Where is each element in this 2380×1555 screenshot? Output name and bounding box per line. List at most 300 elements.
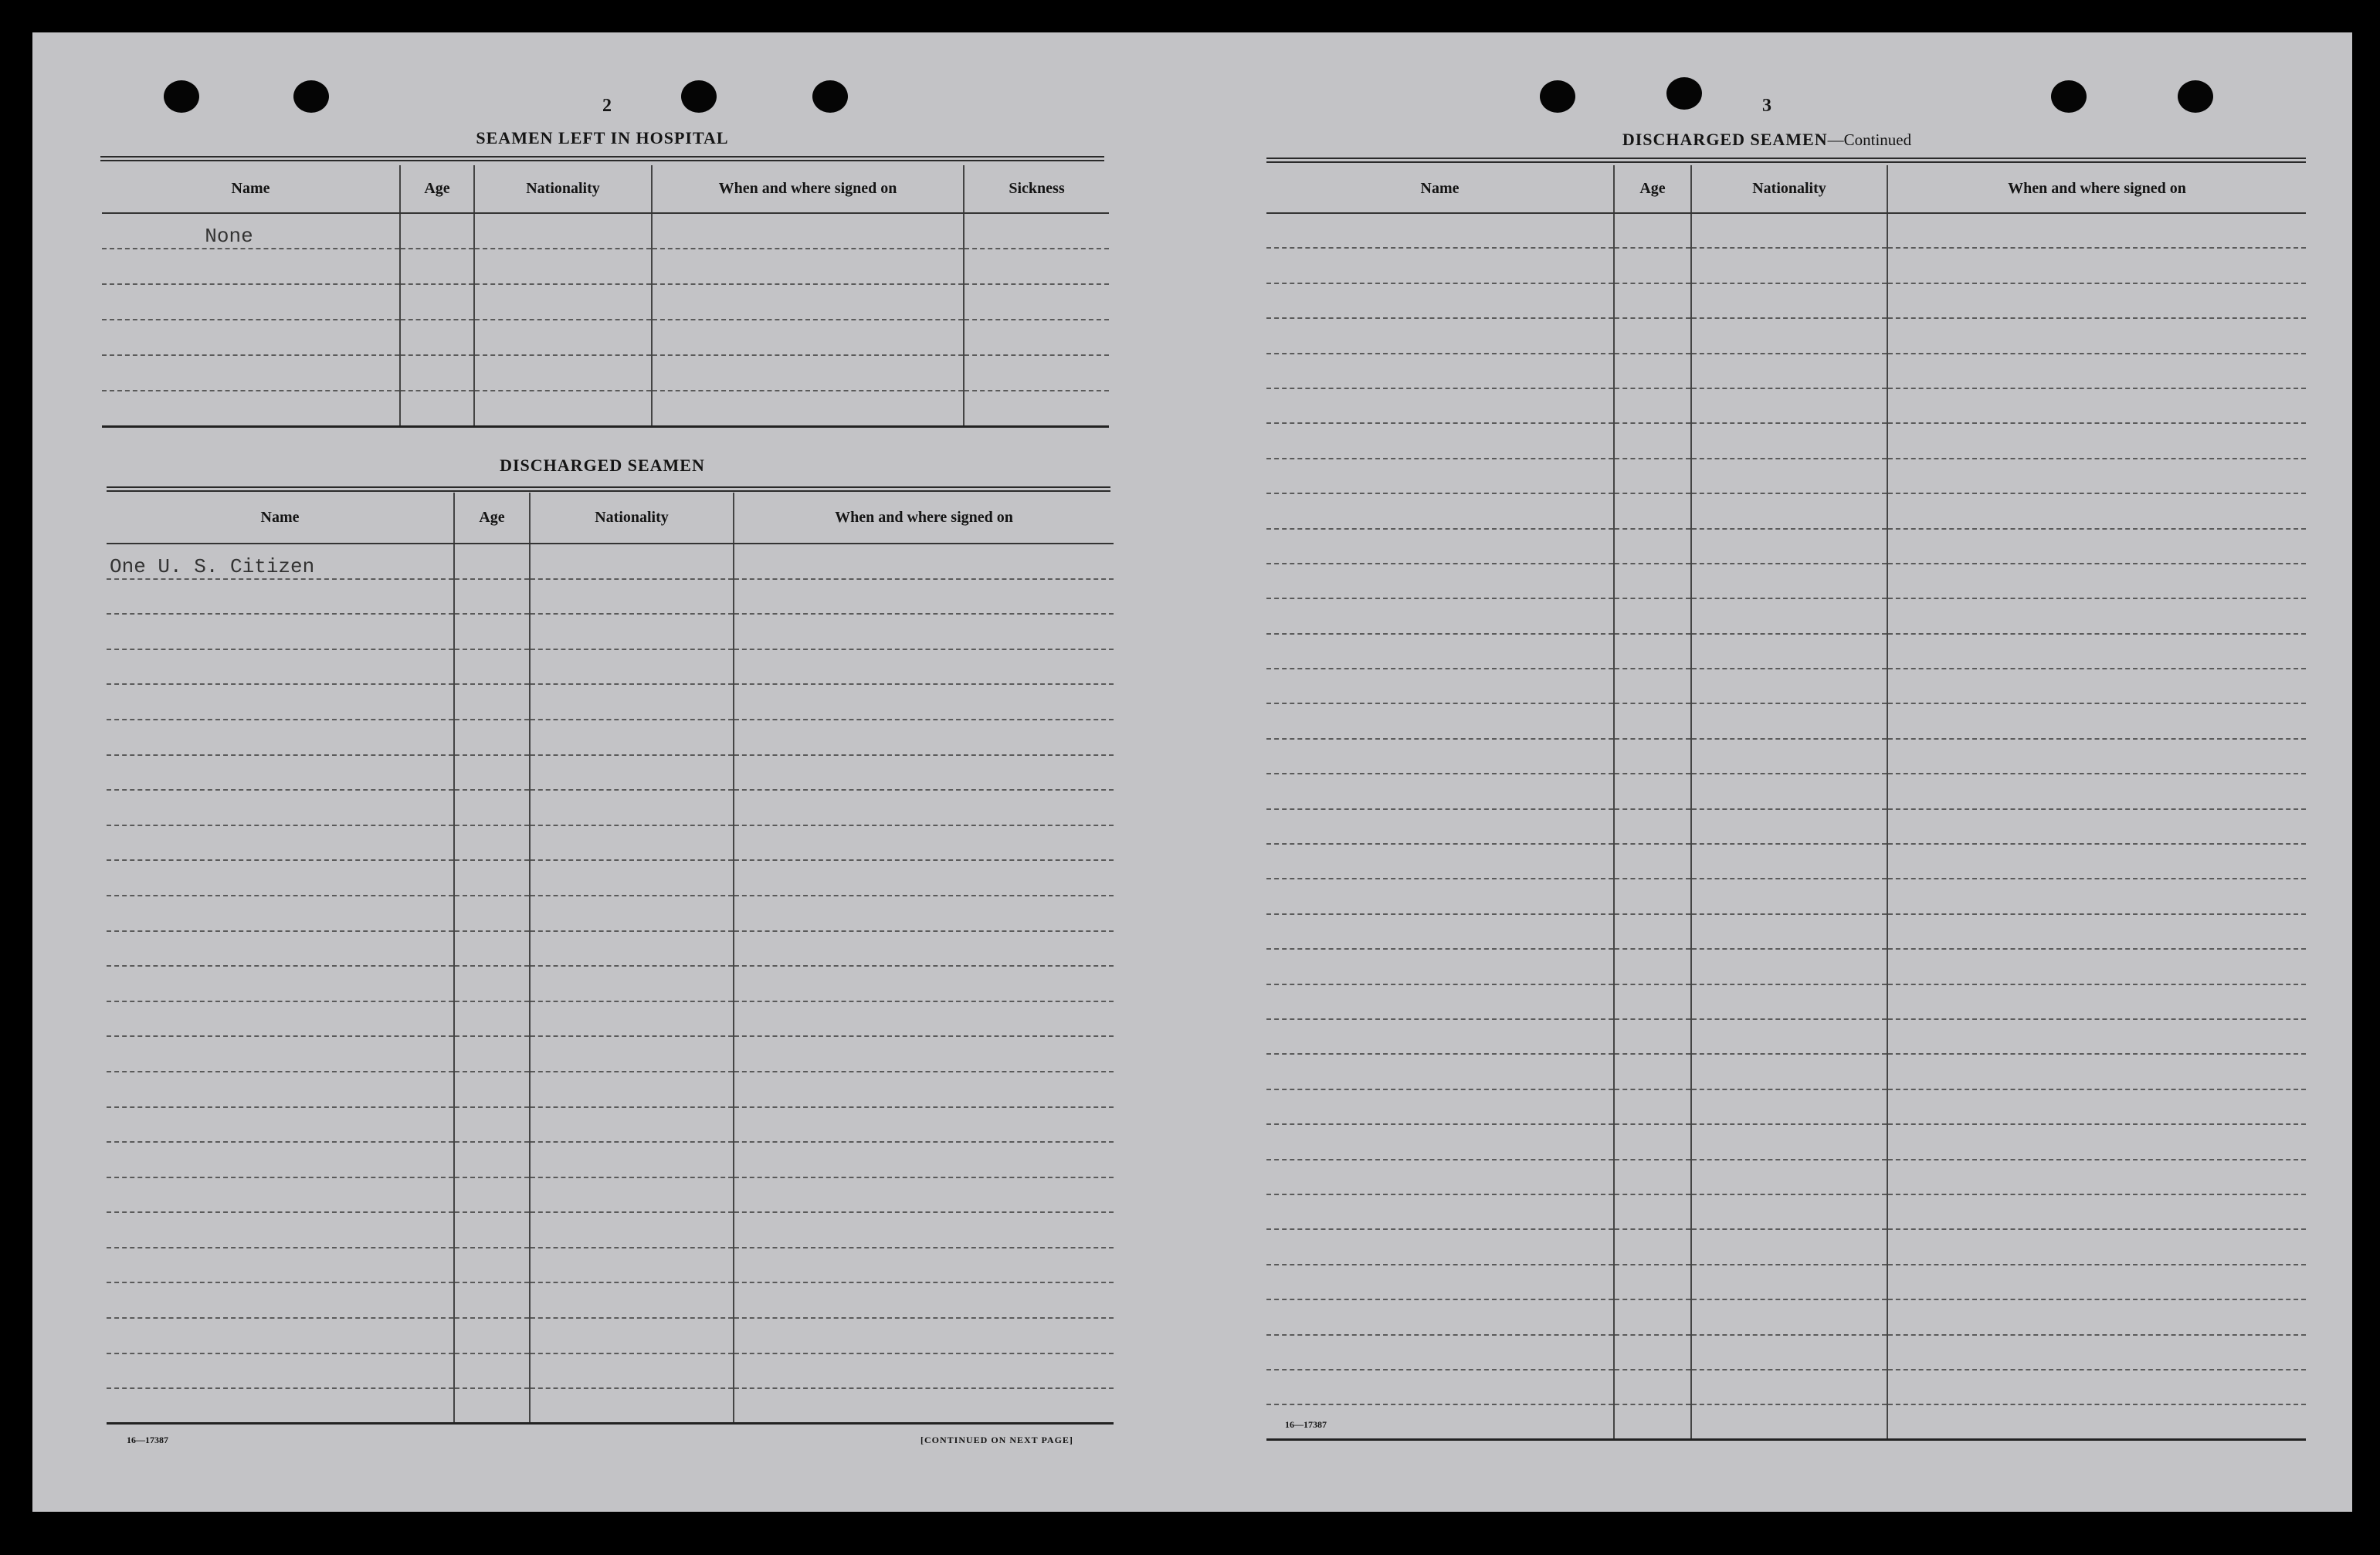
table-cell (1266, 1370, 1614, 1404)
table-row (1266, 283, 2306, 318)
table-cell (1691, 984, 1887, 1019)
table-cell (734, 860, 1114, 896)
table-cell (1614, 634, 1691, 669)
table-cell (734, 684, 1114, 720)
table-cell (474, 213, 652, 249)
table-cell (454, 1353, 530, 1389)
table-cell (454, 684, 530, 720)
table-cell (734, 966, 1114, 1001)
table-cell (1614, 1229, 1691, 1264)
table-row (1266, 809, 2306, 844)
table-cell (734, 1318, 1114, 1353)
table-cell (530, 1036, 734, 1072)
table-cell (1887, 388, 2306, 423)
table-cell (454, 1248, 530, 1283)
table-cell (107, 1353, 454, 1389)
table-cell (454, 1107, 530, 1143)
punch-hole (293, 80, 329, 113)
table-cell (1887, 1054, 2306, 1089)
table-cell (1614, 809, 1691, 844)
table-cell (1887, 493, 2306, 528)
table-row (1266, 493, 2306, 528)
table-cell (1887, 1124, 2306, 1159)
hospital-section-title: SEAMEN LEFT IN HOSPITAL (476, 128, 729, 147)
table-cell (1266, 879, 1614, 913)
table-cell (107, 1388, 454, 1424)
table-cell (1691, 1089, 1887, 1124)
table-cell (1614, 1054, 1691, 1089)
table-cell (1887, 1265, 2306, 1299)
table-cell (1691, 879, 1887, 913)
page-number-right: 3 (1762, 96, 1771, 116)
table-cell (734, 649, 1114, 685)
table-cell (1887, 283, 2306, 318)
table-cell (1614, 984, 1691, 1019)
table-cell (1266, 1229, 1614, 1264)
table-cell (734, 755, 1114, 791)
table-cell (530, 1001, 734, 1037)
table-row (107, 720, 1114, 755)
table-cell (1691, 493, 1887, 528)
table-cell (454, 649, 530, 685)
table-cell (454, 1001, 530, 1037)
punch-hole (1666, 77, 1702, 110)
table-cell (1691, 1299, 1887, 1334)
table-cell (454, 825, 530, 861)
table-cell (1887, 459, 2306, 493)
table-cell (530, 790, 734, 825)
form-number-left: 16—17387 (127, 1435, 168, 1445)
table-cell (474, 284, 652, 320)
table-cell (652, 284, 964, 320)
table-row (107, 1142, 1114, 1177)
table-cell (1691, 1370, 1887, 1404)
hospital-table (102, 165, 1109, 428)
table-cell (107, 860, 454, 896)
column-header: Age (454, 493, 530, 544)
table-row (107, 1001, 1114, 1037)
table-row (1266, 354, 2306, 388)
document-page (32, 32, 2352, 1512)
table-cell (1691, 213, 1887, 248)
table-cell (400, 249, 474, 284)
table-row (1266, 318, 2306, 353)
table-cell (530, 755, 734, 791)
table-cell (1691, 703, 1887, 738)
table-cell (1614, 459, 1691, 493)
right-title-rule (1266, 158, 2306, 163)
table-cell (107, 1212, 454, 1248)
table-cell (734, 896, 1114, 931)
table-cell (454, 1142, 530, 1177)
table-cell (734, 1036, 1114, 1072)
table-cell (734, 1212, 1114, 1248)
table-cell (454, 720, 530, 755)
continued-suffix: —Continued (1827, 130, 1912, 149)
table-cell (530, 1388, 734, 1424)
table-cell (734, 1001, 1114, 1037)
table-cell (454, 1036, 530, 1072)
table-row (107, 1036, 1114, 1072)
table-cell (107, 579, 454, 615)
table-cell (734, 579, 1114, 615)
table-cell (1266, 703, 1614, 738)
column-header: Name (1266, 165, 1614, 213)
table-cell (1887, 634, 2306, 669)
table-cell (1887, 984, 2306, 1019)
table-cell (107, 1318, 454, 1353)
punch-hole (681, 80, 717, 113)
table-cell (1266, 1019, 1614, 1054)
table-row (1266, 914, 2306, 949)
table-cell (964, 213, 1109, 249)
table-row (1266, 1019, 2306, 1054)
column-header: Name (107, 493, 454, 544)
table-row (107, 614, 1114, 649)
table-cell (964, 249, 1109, 284)
table-row (102, 320, 1109, 355)
table-cell (454, 1388, 530, 1424)
table-cell (734, 1282, 1114, 1318)
table-cell (107, 966, 454, 1001)
table-cell (1691, 318, 1887, 353)
table-cell (1691, 669, 1887, 703)
table-cell (1614, 1299, 1691, 1334)
table-row (1266, 1160, 2306, 1194)
table-cell (1614, 1370, 1691, 1404)
table-cell (530, 579, 734, 615)
table-cell (1266, 739, 1614, 774)
table-cell (1887, 1370, 2306, 1404)
table-cell (1614, 493, 1691, 528)
table-cell (1887, 1160, 2306, 1194)
table-row (1266, 459, 2306, 493)
table-cell (1691, 388, 1887, 423)
table-cell (1691, 1124, 1887, 1159)
table-row (107, 1282, 1114, 1318)
table-cell (400, 320, 474, 355)
table-row (1266, 844, 2306, 879)
table-cell (1887, 1019, 2306, 1054)
table-cell (454, 579, 530, 615)
table-cell (1887, 844, 2306, 879)
table-cell (1614, 1404, 1691, 1439)
table-cell (107, 720, 454, 755)
table-cell (454, 544, 530, 579)
table-cell (530, 1072, 734, 1107)
column-header: Nationality (530, 493, 734, 544)
table-row (1266, 213, 2306, 248)
table-cell (1614, 248, 1691, 283)
discharged-continued-table (1266, 165, 2306, 1441)
table-row (107, 966, 1114, 1001)
table-cell: One U. S. Citizen (107, 544, 454, 579)
table-cell (1691, 248, 1887, 283)
table-cell (1691, 1054, 1887, 1089)
discharged-section-title: DISCHARGED SEAMEN (500, 456, 705, 475)
table-cell (652, 249, 964, 284)
table-cell (530, 931, 734, 967)
table-cell (1266, 423, 1614, 458)
table-cell (1266, 1194, 1614, 1229)
table-cell (1887, 213, 2306, 248)
table-cell (1691, 1229, 1887, 1264)
table-cell (400, 284, 474, 320)
table-cell (1614, 1194, 1691, 1229)
table-row (107, 649, 1114, 685)
table-row (1266, 634, 2306, 669)
table-cell (1266, 354, 1614, 388)
table-cell (107, 614, 454, 649)
table-cell (964, 284, 1109, 320)
discharged-table (107, 493, 1114, 1425)
column-header: Nationality (1691, 165, 1887, 213)
table-cell (107, 896, 454, 931)
table-row (102, 355, 1109, 391)
table-cell (652, 355, 964, 391)
table-cell (530, 1107, 734, 1143)
column-header: Name (102, 165, 400, 213)
punch-hole (812, 80, 848, 113)
table-cell (107, 1001, 454, 1037)
table-cell (1266, 949, 1614, 984)
table-cell (102, 284, 400, 320)
table-cell (454, 1318, 530, 1353)
table-row (1266, 1194, 2306, 1229)
table-cell (102, 355, 400, 391)
table-row (107, 1318, 1114, 1353)
table-cell (1887, 1404, 2306, 1439)
table-cell (530, 966, 734, 1001)
table-cell (107, 790, 454, 825)
table-cell (734, 1107, 1114, 1143)
table-cell (734, 825, 1114, 861)
table-cell (652, 320, 964, 355)
table-cell (1266, 598, 1614, 633)
table-cell (454, 1212, 530, 1248)
form-number-right: 16—17387 (1285, 1419, 1327, 1430)
table-cell (530, 1248, 734, 1283)
table-cell (1887, 914, 2306, 949)
table-cell (1691, 598, 1887, 633)
table-cell (1887, 1229, 2306, 1264)
discharged-continued-title (1535, 130, 1999, 150)
table-cell (454, 1177, 530, 1213)
table-cell (1691, 1404, 1887, 1439)
table-cell (734, 1353, 1114, 1389)
table-cell (1614, 739, 1691, 774)
table-row (107, 896, 1114, 931)
table-cell (734, 720, 1114, 755)
table-cell (964, 320, 1109, 355)
table-cell (1614, 283, 1691, 318)
table-cell (107, 931, 454, 967)
punch-hole (1540, 80, 1575, 113)
table-cell (1887, 949, 2306, 984)
table-cell (454, 896, 530, 931)
table-cell (1266, 809, 1614, 844)
table-cell (1614, 529, 1691, 564)
table-cell (1614, 774, 1691, 808)
table-cell (530, 1177, 734, 1213)
table-cell (1614, 388, 1691, 423)
table-cell (1266, 1089, 1614, 1124)
table-cell (1614, 318, 1691, 353)
table-cell (454, 1072, 530, 1107)
table-cell (1887, 879, 2306, 913)
table-cell (107, 1177, 454, 1213)
page-number-left: 2 (602, 96, 612, 116)
table-row (107, 579, 1114, 615)
table-cell (1614, 423, 1691, 458)
table-row (107, 1177, 1114, 1213)
table-cell (1887, 1194, 2306, 1229)
table-cell (107, 1248, 454, 1283)
table-row (1266, 774, 2306, 808)
table-row (1266, 669, 2306, 703)
table-cell (1887, 669, 2306, 703)
table-cell (474, 320, 652, 355)
table-cell (107, 1142, 454, 1177)
table-cell (454, 755, 530, 791)
table-row (1266, 703, 2306, 738)
table-cell (1266, 564, 1614, 598)
table-cell (102, 391, 400, 426)
table-cell (1691, 774, 1887, 808)
table-cell (734, 544, 1114, 579)
table-cell (107, 1072, 454, 1107)
table-cell (1266, 1124, 1614, 1159)
table-cell (1887, 809, 2306, 844)
table-row (102, 391, 1109, 426)
punch-hole (2178, 80, 2213, 113)
table-cell (1887, 1299, 2306, 1334)
table-cell (1614, 1335, 1691, 1370)
table-row (1266, 1054, 2306, 1089)
table-cell (400, 213, 474, 249)
table-row (1266, 1265, 2306, 1299)
table-cell (1691, 844, 1887, 879)
table-cell: None (102, 213, 400, 249)
table-cell (474, 391, 652, 426)
table-cell (400, 391, 474, 426)
table-cell (1266, 634, 1614, 669)
table-row (107, 1353, 1114, 1389)
table-cell (107, 684, 454, 720)
table-cell (1691, 1265, 1887, 1299)
table-cell (1266, 318, 1614, 353)
table-cell (1614, 703, 1691, 738)
table-cell (107, 825, 454, 861)
table-row (107, 1212, 1114, 1248)
table-cell (1887, 774, 2306, 808)
table-row (107, 1248, 1114, 1283)
table-cell (474, 249, 652, 284)
table-cell (652, 213, 964, 249)
table-cell (107, 649, 454, 685)
table-cell (1691, 354, 1887, 388)
table-cell (1614, 598, 1691, 633)
table-cell (1887, 598, 2306, 633)
table-cell (474, 355, 652, 391)
table-cell (1691, 914, 1887, 949)
table-row (107, 755, 1114, 791)
table-cell (107, 755, 454, 791)
table-cell (1887, 703, 2306, 738)
table-cell (1614, 213, 1691, 248)
table-cell (1614, 914, 1691, 949)
table-cell (1266, 388, 1614, 423)
table-row (1266, 529, 2306, 564)
table-cell (530, 860, 734, 896)
table-row (1266, 984, 2306, 1019)
table-cell (530, 1353, 734, 1389)
table-cell (1691, 423, 1887, 458)
column-header: When and where signed on (652, 165, 964, 213)
table-cell (1614, 1089, 1691, 1124)
table-row (107, 860, 1114, 896)
table-cell (454, 1282, 530, 1318)
table-cell (734, 790, 1114, 825)
table-cell (530, 1212, 734, 1248)
table-cell (454, 790, 530, 825)
table-row (1266, 739, 2306, 774)
table-cell (652, 391, 964, 426)
table-cell (1266, 844, 1614, 879)
table-cell (102, 320, 400, 355)
table-cell (1691, 564, 1887, 598)
table-cell (964, 391, 1109, 426)
table-cell (530, 825, 734, 861)
table-cell (1691, 809, 1887, 844)
table-row (107, 1072, 1114, 1107)
table-row (1266, 1404, 2306, 1439)
table-row (1266, 949, 2306, 984)
table-cell (1266, 1265, 1614, 1299)
table-cell (530, 614, 734, 649)
table-cell (1691, 1160, 1887, 1194)
table-row (1266, 1124, 2306, 1159)
table-row (107, 931, 1114, 967)
table-cell (454, 931, 530, 967)
table-row (107, 684, 1114, 720)
table-cell (1266, 493, 1614, 528)
table-cell (102, 249, 400, 284)
table-cell (454, 966, 530, 1001)
table-cell (1266, 774, 1614, 808)
table-cell (1887, 248, 2306, 283)
table-cell (734, 1248, 1114, 1283)
table-row (1266, 248, 2306, 283)
table-row (107, 790, 1114, 825)
table-row (1266, 879, 2306, 913)
table-cell (1691, 634, 1887, 669)
table-cell (530, 1282, 734, 1318)
table-cell (1614, 1019, 1691, 1054)
table-cell (1614, 949, 1691, 984)
table-cell (734, 614, 1114, 649)
table-cell (1614, 564, 1691, 598)
table-cell (1614, 669, 1691, 703)
table-cell (530, 1142, 734, 1177)
table-cell (530, 649, 734, 685)
table-row (1266, 564, 2306, 598)
table-row (1266, 1089, 2306, 1124)
table-cell (1266, 984, 1614, 1019)
table-cell (1614, 1265, 1691, 1299)
table-cell (107, 1282, 454, 1318)
table-cell (1887, 1089, 2306, 1124)
